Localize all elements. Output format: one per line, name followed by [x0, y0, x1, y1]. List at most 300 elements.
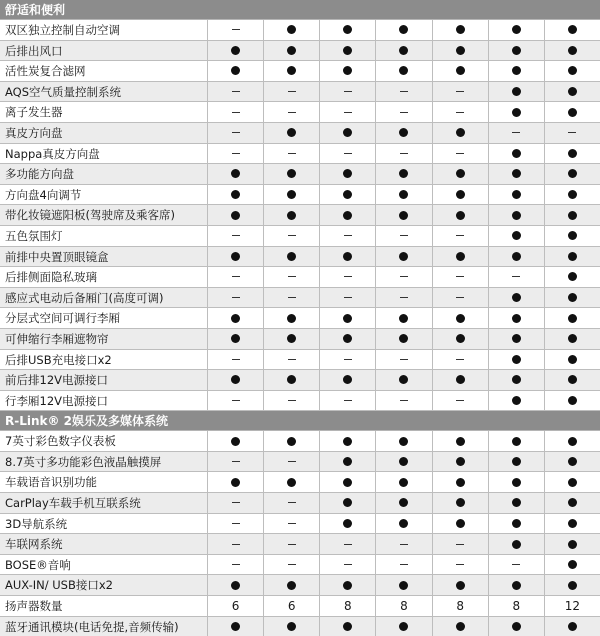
feature-label: 活性炭复合滤网 — [0, 61, 208, 81]
standard-dot-icon — [343, 25, 352, 34]
standard-cell — [376, 514, 432, 534]
standard-cell — [320, 20, 376, 40]
standard-dot-icon — [343, 252, 352, 261]
feature-label: 双区独立控制自动空调 — [0, 20, 208, 40]
standard-cell — [208, 308, 264, 328]
standard-cell — [545, 144, 600, 164]
standard-cell — [433, 123, 489, 143]
standard-dot-icon — [343, 622, 352, 631]
standard-cell — [208, 370, 264, 390]
feature-label: 真皮方向盘 — [0, 123, 208, 143]
standard-dot-icon — [399, 190, 408, 199]
standard-dot-icon — [512, 314, 521, 323]
unavailable-dash-icon — [456, 400, 464, 401]
unavailable-cell — [208, 493, 264, 513]
unavailable-dash-icon — [344, 400, 352, 401]
standard-dot-icon — [231, 437, 240, 446]
standard-cell — [208, 61, 264, 81]
standard-dot-icon — [568, 540, 577, 549]
unavailable-cell — [208, 391, 264, 411]
unavailable-cell — [433, 288, 489, 308]
standard-cell — [433, 452, 489, 472]
standard-dot-icon — [399, 128, 408, 137]
unavailable-dash-icon — [400, 359, 408, 360]
standard-cell — [433, 370, 489, 390]
unavailable-cell — [433, 534, 489, 554]
unavailable-cell — [208, 226, 264, 246]
unavailable-dash-icon — [232, 276, 240, 277]
feature-label: 感应式电动后备厢门(高度可调) — [0, 288, 208, 308]
standard-dot-icon — [231, 252, 240, 261]
standard-cell — [320, 247, 376, 267]
standard-cell — [264, 61, 320, 81]
standard-dot-icon — [568, 314, 577, 323]
unavailable-cell — [489, 123, 545, 143]
feature-label: 五色氛围灯 — [0, 226, 208, 246]
standard-dot-icon — [568, 437, 577, 446]
standard-cell — [376, 617, 432, 636]
feature-label: 3D导航系统 — [0, 514, 208, 534]
standard-cell — [545, 370, 600, 390]
standard-cell — [376, 370, 432, 390]
standard-dot-icon — [287, 66, 296, 75]
standard-cell — [489, 431, 545, 451]
unavailable-cell — [264, 452, 320, 472]
standard-dot-icon — [343, 46, 352, 55]
standard-cell — [489, 617, 545, 636]
table-row — [0, 596, 600, 617]
table-row — [0, 288, 600, 309]
unavailable-dash-icon — [400, 564, 408, 565]
standard-cell — [376, 575, 432, 595]
standard-dot-icon — [568, 478, 577, 487]
unavailable-cell — [264, 82, 320, 102]
standard-cell — [320, 205, 376, 225]
table-row — [0, 617, 600, 636]
standard-cell — [545, 247, 600, 267]
standard-dot-icon — [399, 519, 408, 528]
standard-dot-icon — [512, 375, 521, 384]
feature-label: 车载语音识别功能 — [0, 472, 208, 492]
standard-dot-icon — [456, 252, 465, 261]
standard-dot-icon — [568, 498, 577, 507]
standard-dot-icon — [456, 66, 465, 75]
standard-cell — [489, 82, 545, 102]
standard-dot-icon — [399, 169, 408, 178]
standard-dot-icon — [287, 169, 296, 178]
unavailable-dash-icon — [288, 523, 296, 524]
standard-cell — [376, 493, 432, 513]
unavailable-dash-icon — [456, 564, 464, 565]
unavailable-cell — [545, 123, 600, 143]
unavailable-dash-icon — [232, 523, 240, 524]
table-row — [0, 144, 600, 165]
standard-cell — [264, 575, 320, 595]
standard-dot-icon — [512, 396, 521, 405]
standard-cell — [545, 267, 600, 287]
standard-cell — [545, 308, 600, 328]
standard-dot-icon — [568, 519, 577, 528]
standard-dot-icon — [456, 437, 465, 446]
standard-dot-icon — [568, 293, 577, 302]
unavailable-cell — [264, 493, 320, 513]
unavailable-dash-icon — [232, 29, 240, 30]
standard-cell — [376, 308, 432, 328]
standard-cell — [264, 123, 320, 143]
unavailable-cell — [433, 226, 489, 246]
standard-cell — [208, 575, 264, 595]
table-row — [0, 534, 600, 555]
standard-cell — [489, 350, 545, 370]
standard-cell — [264, 247, 320, 267]
standard-cell — [545, 329, 600, 349]
standard-dot-icon — [399, 314, 408, 323]
standard-cell — [264, 164, 320, 184]
standard-cell — [208, 41, 264, 61]
unavailable-dash-icon — [232, 132, 240, 133]
standard-dot-icon — [568, 87, 577, 96]
standard-dot-icon — [343, 519, 352, 528]
unavailable-dash-icon — [288, 461, 296, 462]
standard-cell — [489, 391, 545, 411]
unavailable-dash-icon — [288, 276, 296, 277]
standard-dot-icon — [231, 211, 240, 220]
standard-dot-icon — [287, 46, 296, 55]
standard-dot-icon — [231, 375, 240, 384]
standard-dot-icon — [399, 46, 408, 55]
standard-dot-icon — [456, 498, 465, 507]
unavailable-cell — [376, 144, 432, 164]
standard-dot-icon — [512, 293, 521, 302]
unavailable-cell — [376, 555, 432, 575]
unavailable-cell — [208, 267, 264, 287]
standard-dot-icon — [568, 211, 577, 220]
unavailable-cell — [264, 144, 320, 164]
unavailable-cell — [320, 288, 376, 308]
standard-cell — [376, 247, 432, 267]
unavailable-cell — [320, 391, 376, 411]
standard-cell — [433, 308, 489, 328]
table-row — [0, 472, 600, 493]
standard-cell — [320, 61, 376, 81]
standard-cell — [320, 472, 376, 492]
unavailable-cell — [433, 350, 489, 370]
unavailable-dash-icon — [456, 297, 464, 298]
standard-dot-icon — [343, 478, 352, 487]
standard-dot-icon — [568, 334, 577, 343]
feature-label: 蓝牙通讯模块(电话免提,音频传输) — [0, 617, 208, 636]
standard-cell — [208, 205, 264, 225]
standard-cell — [545, 288, 600, 308]
standard-dot-icon — [231, 622, 240, 631]
standard-dot-icon — [399, 25, 408, 34]
feature-label: 7英寸彩色数字仪表板 — [0, 431, 208, 451]
standard-dot-icon — [456, 457, 465, 466]
standard-cell — [545, 185, 600, 205]
unavailable-dash-icon — [456, 235, 464, 236]
unavailable-cell — [208, 514, 264, 534]
standard-dot-icon — [287, 314, 296, 323]
unavailable-dash-icon — [288, 544, 296, 545]
standard-dot-icon — [456, 478, 465, 487]
unavailable-dash-icon — [400, 235, 408, 236]
standard-cell — [433, 20, 489, 40]
feature-label: 前排中央置顶眼镜盒 — [0, 247, 208, 267]
unavailable-dash-icon — [512, 276, 520, 277]
unavailable-dash-icon — [344, 112, 352, 113]
standard-cell — [489, 61, 545, 81]
standard-cell — [433, 247, 489, 267]
standard-dot-icon — [399, 457, 408, 466]
standard-cell — [320, 370, 376, 390]
standard-dot-icon — [343, 498, 352, 507]
standard-cell — [545, 534, 600, 554]
standard-dot-icon — [568, 108, 577, 117]
unavailable-cell — [433, 391, 489, 411]
standard-dot-icon — [512, 66, 521, 75]
unavailable-dash-icon — [456, 112, 464, 113]
unavailable-dash-icon — [400, 153, 408, 154]
standard-dot-icon — [512, 519, 521, 528]
unavailable-dash-icon — [400, 91, 408, 92]
standard-dot-icon — [343, 190, 352, 199]
standard-cell — [376, 431, 432, 451]
standard-dot-icon — [231, 581, 240, 590]
table-row — [0, 391, 600, 412]
unavailable-cell — [376, 350, 432, 370]
standard-cell — [489, 102, 545, 122]
table-row — [0, 226, 600, 247]
unavailable-cell — [433, 267, 489, 287]
standard-cell — [545, 102, 600, 122]
unavailable-cell — [320, 350, 376, 370]
cell-value: 8 — [344, 598, 352, 613]
standard-dot-icon — [287, 375, 296, 384]
feature-label: 分层式空间可调行李厢 — [0, 308, 208, 328]
standard-cell — [489, 370, 545, 390]
unavailable-dash-icon — [232, 235, 240, 236]
standard-cell — [376, 123, 432, 143]
standard-dot-icon — [512, 540, 521, 549]
standard-cell — [376, 329, 432, 349]
standard-dot-icon — [399, 498, 408, 507]
standard-cell — [545, 41, 600, 61]
standard-cell — [320, 185, 376, 205]
standard-dot-icon — [399, 334, 408, 343]
standard-dot-icon — [512, 46, 521, 55]
standard-cell — [489, 534, 545, 554]
standard-cell — [208, 472, 264, 492]
standard-cell — [489, 144, 545, 164]
unavailable-dash-icon — [232, 461, 240, 462]
standard-dot-icon — [568, 581, 577, 590]
cell-value: 8 — [456, 598, 464, 613]
standard-dot-icon — [512, 622, 521, 631]
unavailable-dash-icon — [456, 544, 464, 545]
standard-cell — [489, 472, 545, 492]
standard-dot-icon — [343, 581, 352, 590]
standard-cell — [489, 247, 545, 267]
feature-label: AQS空气质量控制系统 — [0, 82, 208, 102]
standard-cell — [264, 41, 320, 61]
table-row — [0, 431, 600, 452]
value-cell — [489, 596, 545, 616]
standard-dot-icon — [568, 66, 577, 75]
standard-dot-icon — [512, 211, 521, 220]
unavailable-cell — [208, 123, 264, 143]
standard-dot-icon — [512, 149, 521, 158]
unavailable-dash-icon — [232, 91, 240, 92]
standard-dot-icon — [343, 66, 352, 75]
unavailable-dash-icon — [344, 276, 352, 277]
unavailable-dash-icon — [232, 564, 240, 565]
unavailable-cell — [320, 82, 376, 102]
standard-dot-icon — [568, 25, 577, 34]
unavailable-cell — [264, 555, 320, 575]
standard-cell — [208, 185, 264, 205]
standard-cell — [376, 185, 432, 205]
standard-dot-icon — [399, 478, 408, 487]
standard-cell — [264, 308, 320, 328]
unavailable-dash-icon — [288, 153, 296, 154]
standard-dot-icon — [512, 437, 521, 446]
standard-cell — [489, 205, 545, 225]
unavailable-cell — [208, 452, 264, 472]
unavailable-cell — [264, 534, 320, 554]
unavailable-cell — [433, 555, 489, 575]
standard-dot-icon — [287, 622, 296, 631]
standard-dot-icon — [512, 169, 521, 178]
standard-cell — [320, 123, 376, 143]
standard-cell — [320, 514, 376, 534]
standard-dot-icon — [231, 190, 240, 199]
standard-cell — [320, 617, 376, 636]
standard-cell — [264, 431, 320, 451]
standard-cell — [376, 472, 432, 492]
standard-dot-icon — [568, 231, 577, 240]
standard-dot-icon — [512, 581, 521, 590]
standard-cell — [376, 41, 432, 61]
standard-cell — [264, 617, 320, 636]
standard-cell — [433, 61, 489, 81]
unavailable-dash-icon — [232, 400, 240, 401]
standard-cell — [489, 514, 545, 534]
unavailable-cell — [433, 144, 489, 164]
standard-dot-icon — [512, 355, 521, 364]
standard-dot-icon — [287, 190, 296, 199]
standard-cell — [433, 431, 489, 451]
table-row — [0, 164, 600, 185]
standard-cell — [376, 452, 432, 472]
unavailable-dash-icon — [456, 153, 464, 154]
value-cell — [208, 596, 264, 616]
standard-cell — [489, 308, 545, 328]
standard-dot-icon — [456, 334, 465, 343]
standard-dot-icon — [512, 498, 521, 507]
standard-dot-icon — [287, 211, 296, 220]
unavailable-dash-icon — [400, 276, 408, 277]
standard-cell — [376, 164, 432, 184]
standard-dot-icon — [287, 25, 296, 34]
unavailable-cell — [208, 288, 264, 308]
unavailable-dash-icon — [456, 91, 464, 92]
standard-dot-icon — [512, 190, 521, 199]
standard-dot-icon — [512, 252, 521, 261]
standard-cell — [320, 164, 376, 184]
feature-label: 后排侧面隐私玻璃 — [0, 267, 208, 287]
standard-dot-icon — [287, 581, 296, 590]
standard-dot-icon — [568, 355, 577, 364]
unavailable-cell — [208, 534, 264, 554]
standard-cell — [264, 472, 320, 492]
standard-dot-icon — [343, 211, 352, 220]
standard-cell — [320, 493, 376, 513]
unavailable-dash-icon — [288, 564, 296, 565]
unavailable-dash-icon — [456, 359, 464, 360]
standard-cell — [545, 82, 600, 102]
standard-dot-icon — [456, 128, 465, 137]
standard-dot-icon — [568, 272, 577, 281]
standard-cell — [264, 370, 320, 390]
standard-cell — [433, 205, 489, 225]
unavailable-cell — [376, 391, 432, 411]
unavailable-cell — [376, 267, 432, 287]
unavailable-dash-icon — [400, 112, 408, 113]
feature-label: BOSE®音响 — [0, 555, 208, 575]
unavailable-dash-icon — [288, 359, 296, 360]
standard-dot-icon — [456, 211, 465, 220]
standard-dot-icon — [568, 375, 577, 384]
standard-dot-icon — [287, 128, 296, 137]
standard-cell — [433, 472, 489, 492]
standard-cell — [433, 41, 489, 61]
unavailable-cell — [264, 102, 320, 122]
standard-dot-icon — [568, 190, 577, 199]
unavailable-cell — [489, 267, 545, 287]
standard-dot-icon — [343, 375, 352, 384]
table-row — [0, 185, 600, 206]
value-cell — [320, 596, 376, 616]
standard-dot-icon — [399, 375, 408, 384]
standard-cell — [489, 452, 545, 472]
table-row — [0, 41, 600, 62]
standard-dot-icon — [343, 314, 352, 323]
unavailable-cell — [376, 82, 432, 102]
standard-cell — [545, 391, 600, 411]
table-row — [0, 370, 600, 391]
unavailable-dash-icon — [232, 297, 240, 298]
standard-cell — [320, 308, 376, 328]
standard-dot-icon — [231, 314, 240, 323]
unavailable-cell — [489, 555, 545, 575]
standard-dot-icon — [456, 622, 465, 631]
unavailable-dash-icon — [344, 564, 352, 565]
table-row — [0, 123, 600, 144]
standard-dot-icon — [568, 169, 577, 178]
standard-dot-icon — [399, 211, 408, 220]
table-row — [0, 102, 600, 123]
standard-cell — [208, 617, 264, 636]
standard-cell — [433, 617, 489, 636]
unavailable-dash-icon — [400, 297, 408, 298]
standard-dot-icon — [568, 457, 577, 466]
unavailable-cell — [433, 82, 489, 102]
unavailable-dash-icon — [344, 235, 352, 236]
value-cell — [264, 596, 320, 616]
unavailable-cell — [264, 350, 320, 370]
standard-cell — [376, 205, 432, 225]
standard-dot-icon — [568, 622, 577, 631]
